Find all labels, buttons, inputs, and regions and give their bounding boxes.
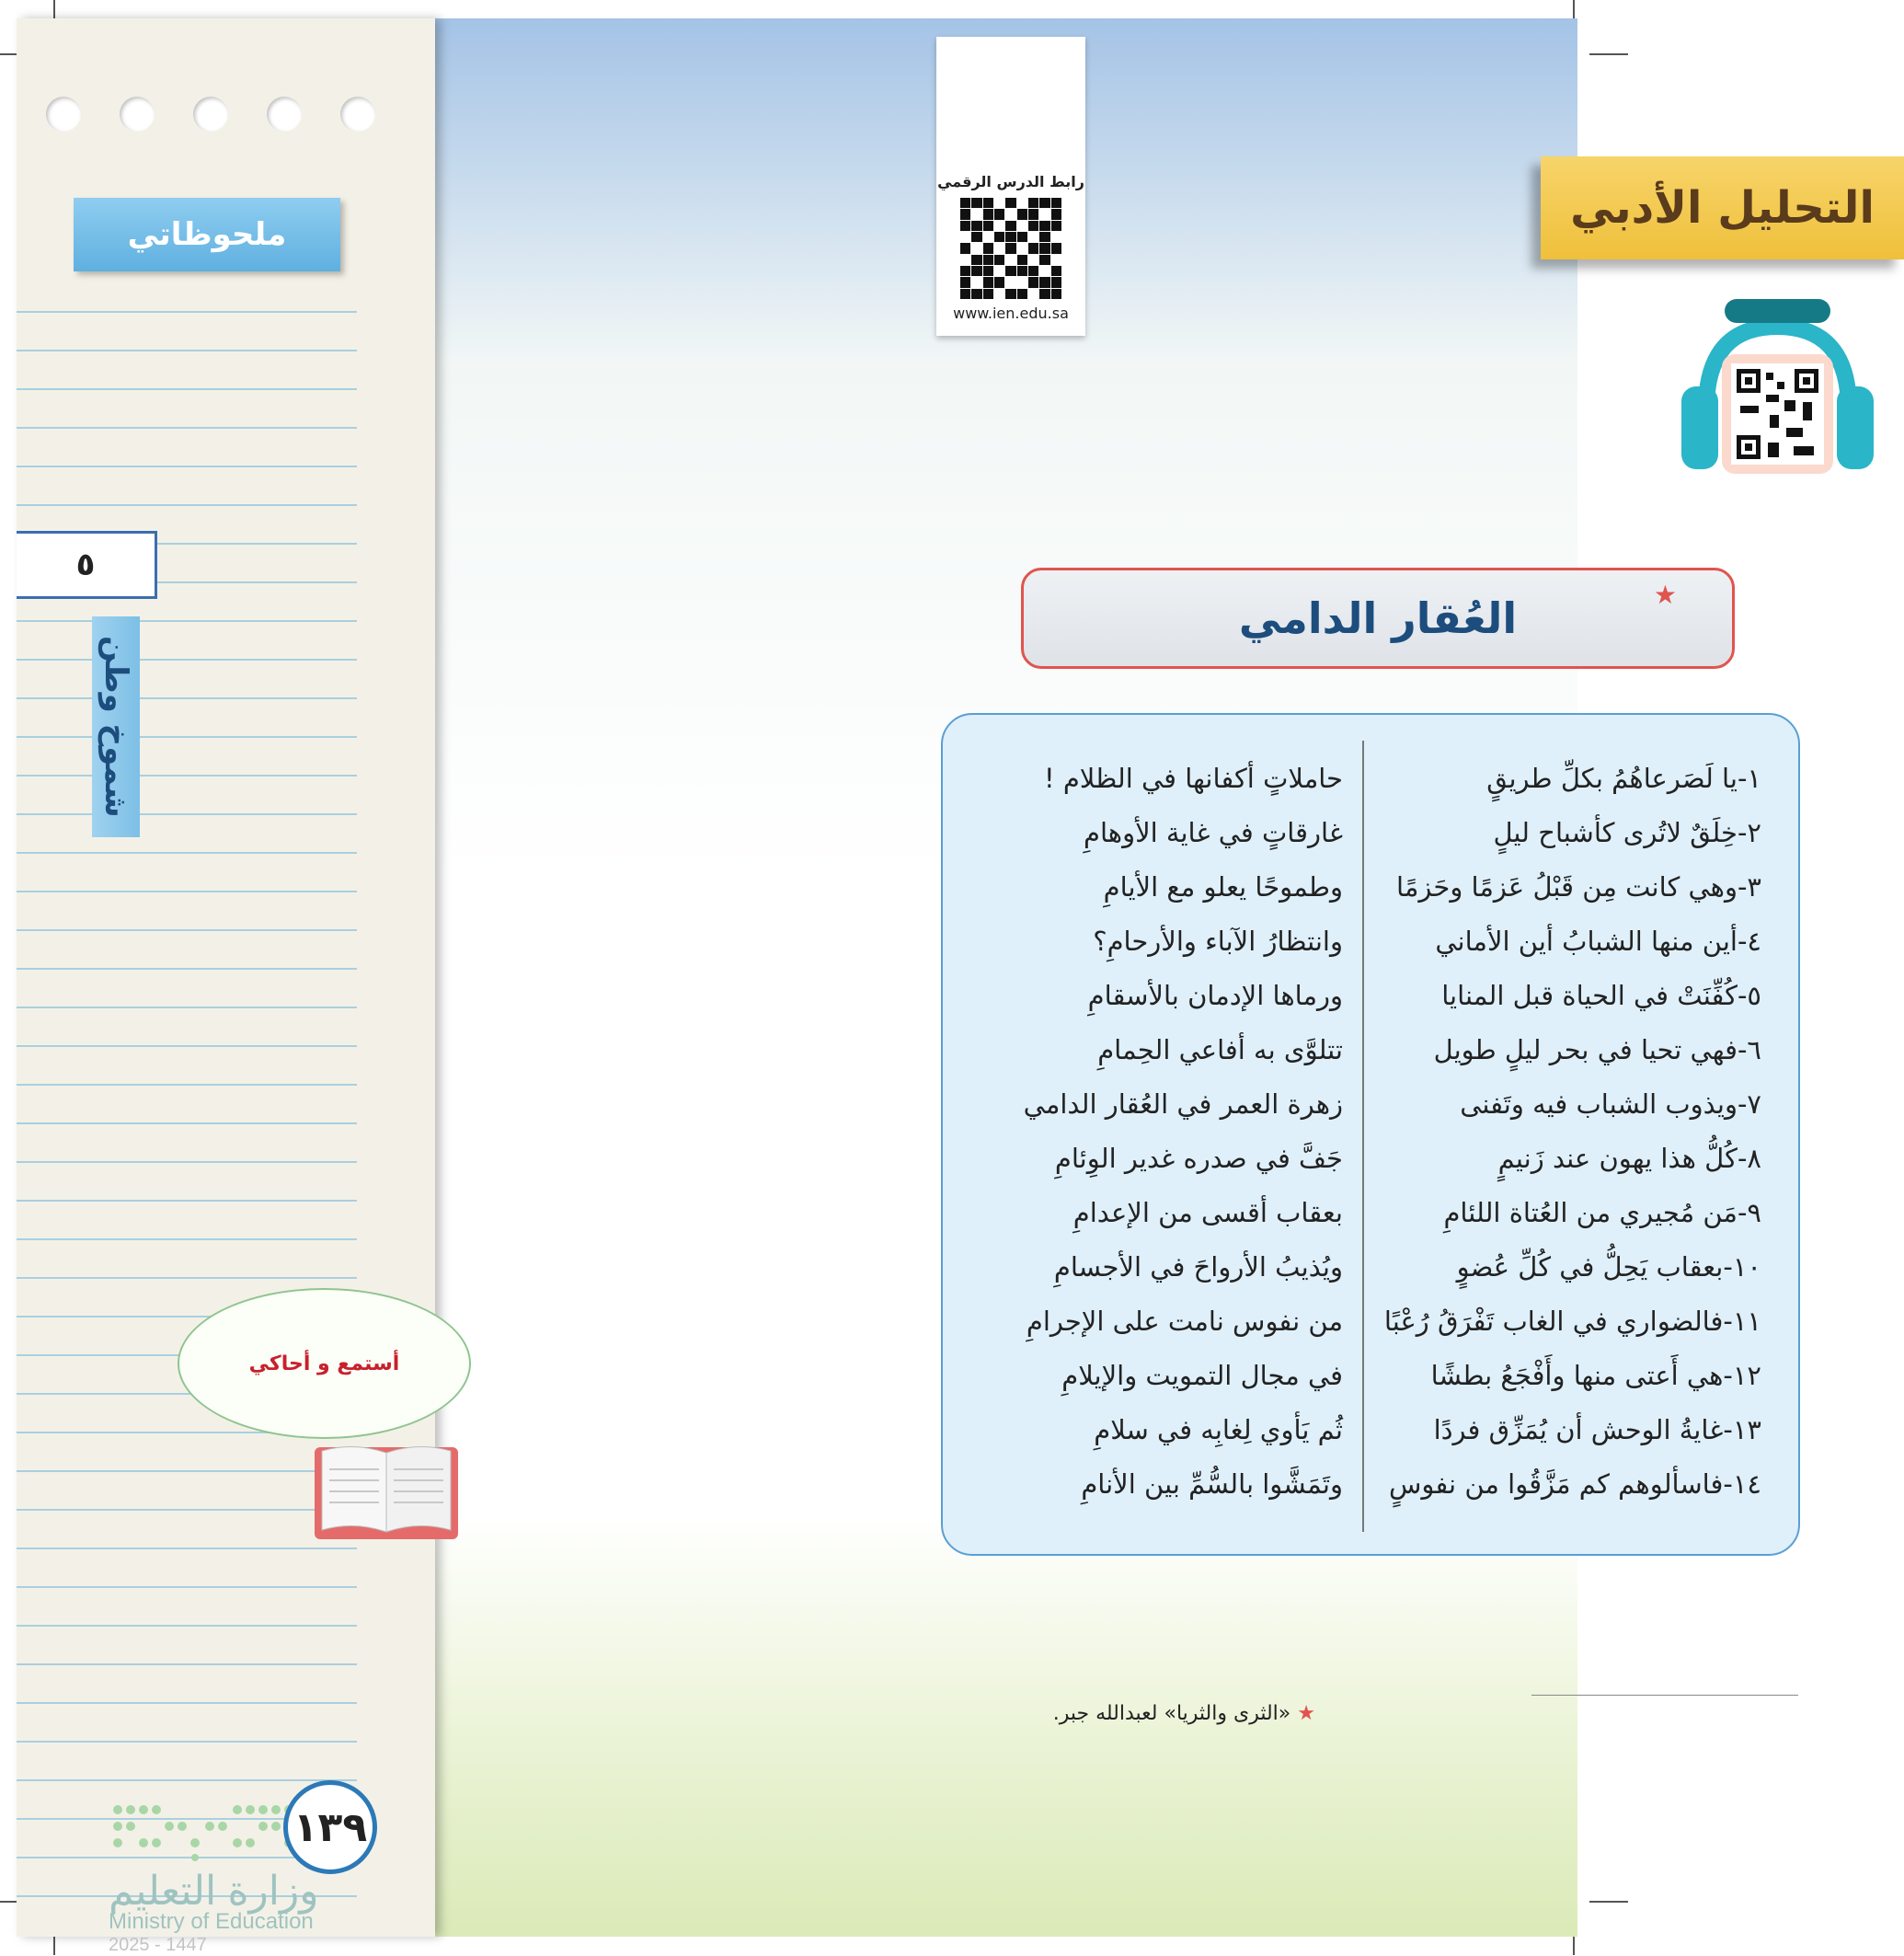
- ruled-line: [17, 1663, 357, 1665]
- footnote-text: «الثرى والثريا» لعبدالله جبر.: [1052, 1702, 1291, 1725]
- verse-first-hemistich: ٩-مَن مُجيري من العُتاة اللئامِ: [1443, 1197, 1761, 1228]
- ruled-line: [17, 504, 357, 506]
- verse-second-hemistich: ويُذيبُ الأرواحَ في الأجسامِ: [1053, 1251, 1343, 1283]
- crop-mark: [1589, 1901, 1628, 1903]
- ruled-line: [17, 697, 357, 699]
- ruled-line: [17, 736, 357, 738]
- footnote-divider: [1531, 1695, 1798, 1696]
- ruled-line: [17, 311, 357, 313]
- section-tab: [1541, 156, 1904, 259]
- ruled-line: [17, 1238, 357, 1240]
- speech-bubble: [178, 1288, 471, 1439]
- ruled-line: [17, 466, 357, 467]
- ruled-line: [17, 1277, 357, 1279]
- digital-link-tab[interactable]: [936, 37, 1085, 336]
- verse-first-hemistich: ٢-خِلَقٌ لاتُرى كأشباح ليلٍ: [1493, 817, 1761, 848]
- poem-title: العُقار الدامي: [1238, 593, 1518, 643]
- ruled-line: [17, 350, 357, 351]
- verse-second-hemistich: بعقاب أقسى من الإعدامِ: [1072, 1197, 1343, 1228]
- qr-code-icon[interactable]: [960, 198, 1061, 299]
- binder-hole: [46, 97, 81, 132]
- ministry-dots-logo: [109, 1799, 302, 1863]
- notes-sidebar: [17, 18, 435, 1955]
- notes-title-tab: [74, 198, 340, 271]
- ruled-line: [17, 1084, 357, 1086]
- ruled-line: [17, 388, 357, 390]
- unit-number-box: [17, 531, 157, 599]
- verse-second-hemistich: وطموحًا يعلو مع الأيامِ: [1103, 871, 1343, 903]
- verse-second-hemistich: ثُم يَأوي لِغابِه في سلامِ: [1094, 1414, 1343, 1445]
- verse-second-hemistich: غارقاتٍ في غاية الأوهامِ: [1084, 817, 1343, 848]
- ruled-line: [17, 775, 357, 777]
- verse-first-hemistich: ١٢-هي أَعتى منها وأَفْجَعُ بطشًا: [1430, 1360, 1761, 1391]
- notes-title: ملحوظاتي: [127, 216, 287, 253]
- binder-hole: [193, 97, 228, 132]
- ruled-line: [17, 1200, 357, 1202]
- ruled-line: [17, 929, 357, 931]
- main-page: [432, 18, 1875, 1937]
- poem-right-column: [1383, 752, 1761, 1512]
- verse-first-hemistich: ١٠-بعقاب يَحِلُّ في كُلِّ عُضوٍ: [1456, 1251, 1761, 1283]
- ruled-line: [17, 1741, 357, 1743]
- ruled-line: [17, 659, 357, 661]
- ruled-line: [17, 620, 357, 622]
- ministry-english: Ministry of Education: [109, 1909, 314, 1934]
- ruled-line: [17, 427, 357, 429]
- poem-title-box: [1021, 568, 1735, 669]
- ruled-line: [17, 1045, 357, 1047]
- verse-first-hemistich: ١-يا لَصَرعاهُمُ بكلِّ طريقٍ: [1486, 763, 1761, 794]
- verse-first-hemistich: ٨-كُلُّ هذا يهون عند زَنيمٍ: [1497, 1143, 1761, 1174]
- verse-first-hemistich: ٧-ويذوب الشباب فيه وتَفنى: [1460, 1088, 1761, 1120]
- speech-bubble-text: أستمع و أحاكي: [248, 1352, 400, 1375]
- footnote: [1053, 1702, 1315, 1725]
- ruled-line: [17, 852, 357, 854]
- open-book-icon: [313, 1442, 460, 1541]
- ruled-line: [17, 891, 357, 892]
- unit-number: ٥: [75, 547, 96, 583]
- verse-second-hemistich: في مجال التمويت والإيلامِ: [1061, 1360, 1343, 1391]
- ruled-line: [17, 968, 357, 970]
- verse-second-hemistich: ورماها الإدمان بالأسقامِ: [1087, 980, 1343, 1011]
- poem-box: [941, 713, 1800, 1556]
- unit-title: شموخ وطن: [97, 636, 134, 818]
- verse-first-hemistich: ٣-وهي كانت مِن قَبْلُ عَزمًا وحَزمًا: [1396, 871, 1761, 903]
- binder-hole: [267, 97, 302, 132]
- poem-left-column: [980, 752, 1343, 1512]
- digital-link-label: رابط الدرس الرقمي: [937, 173, 1084, 190]
- ruled-line: [17, 1007, 357, 1008]
- page-number: ١٣٩: [292, 1803, 368, 1851]
- ruled-line: [17, 1548, 357, 1549]
- verse-second-hemistich: تتلوَّى به أفاعي الحِمامِ: [1097, 1034, 1343, 1065]
- column-divider: [1362, 741, 1364, 1532]
- verse-second-hemistich: زهرة العمر في العُقار الدامي: [1023, 1088, 1343, 1120]
- ruled-line: [17, 1702, 357, 1704]
- verse-first-hemistich: ٦-فهي تحيا في بحر ليلٍ طويل: [1433, 1034, 1761, 1065]
- verse-first-hemistich: ٤-أين منها الشبابُ أين الأماني: [1435, 926, 1761, 957]
- binder-hole: [340, 97, 375, 132]
- verse-second-hemistich: وانتظارُ الآباء والأرحامِ؟: [1093, 926, 1343, 957]
- verse-first-hemistich: ١٣-غايةُ الوحش أن يُمَزِّق فردًا: [1433, 1414, 1761, 1445]
- headphones-qr-icon[interactable]: [1674, 299, 1881, 483]
- binder-hole: [120, 97, 155, 132]
- ruled-line: [17, 1779, 357, 1781]
- ruled-line: [17, 1625, 357, 1627]
- verse-first-hemistich: ١٤-فاسألوهم كم مَزَّقُوا من نفوسٍ: [1388, 1468, 1761, 1500]
- ruled-line: [17, 1470, 357, 1472]
- star-icon: ★: [1653, 580, 1677, 610]
- section-title: التحليل الأدبي: [1570, 182, 1875, 234]
- verse-first-hemistich: ١١-فالضواري في الغاب تَفْرَقُ رُعْبًا: [1383, 1306, 1761, 1337]
- star-icon: ★: [1297, 1702, 1315, 1725]
- ruled-line: [17, 1122, 357, 1124]
- ruled-line: [17, 813, 357, 815]
- verse-second-hemistich: وتَمَشَّوا بالسُّمِّ بين الأنامِ: [1081, 1468, 1343, 1500]
- verse-second-hemistich: حاملاتٍ أكفانها في الظلام !: [1043, 763, 1343, 794]
- ruled-line: [17, 1509, 357, 1511]
- verse-second-hemistich: من نفوس نامت على الإجرامِ: [1026, 1306, 1343, 1337]
- verse-second-hemistich: جَفَّ في صدره غدير الوِئامِ: [1054, 1143, 1343, 1174]
- edition-year: 2025 - 1447: [109, 1935, 207, 1955]
- ministry-arabic: وزارة التعليم: [109, 1869, 319, 1914]
- crop-mark: [1589, 53, 1628, 55]
- unit-title-banner: [92, 616, 140, 837]
- page-number-badge: [283, 1780, 377, 1874]
- site-url[interactable]: www.ien.edu.sa: [953, 305, 1069, 322]
- ruled-line: [17, 1161, 357, 1163]
- ruled-line: [17, 1586, 357, 1588]
- verse-first-hemistich: ٥-كُفِّنَتْ في الحياة قبل المنايا: [1441, 980, 1761, 1011]
